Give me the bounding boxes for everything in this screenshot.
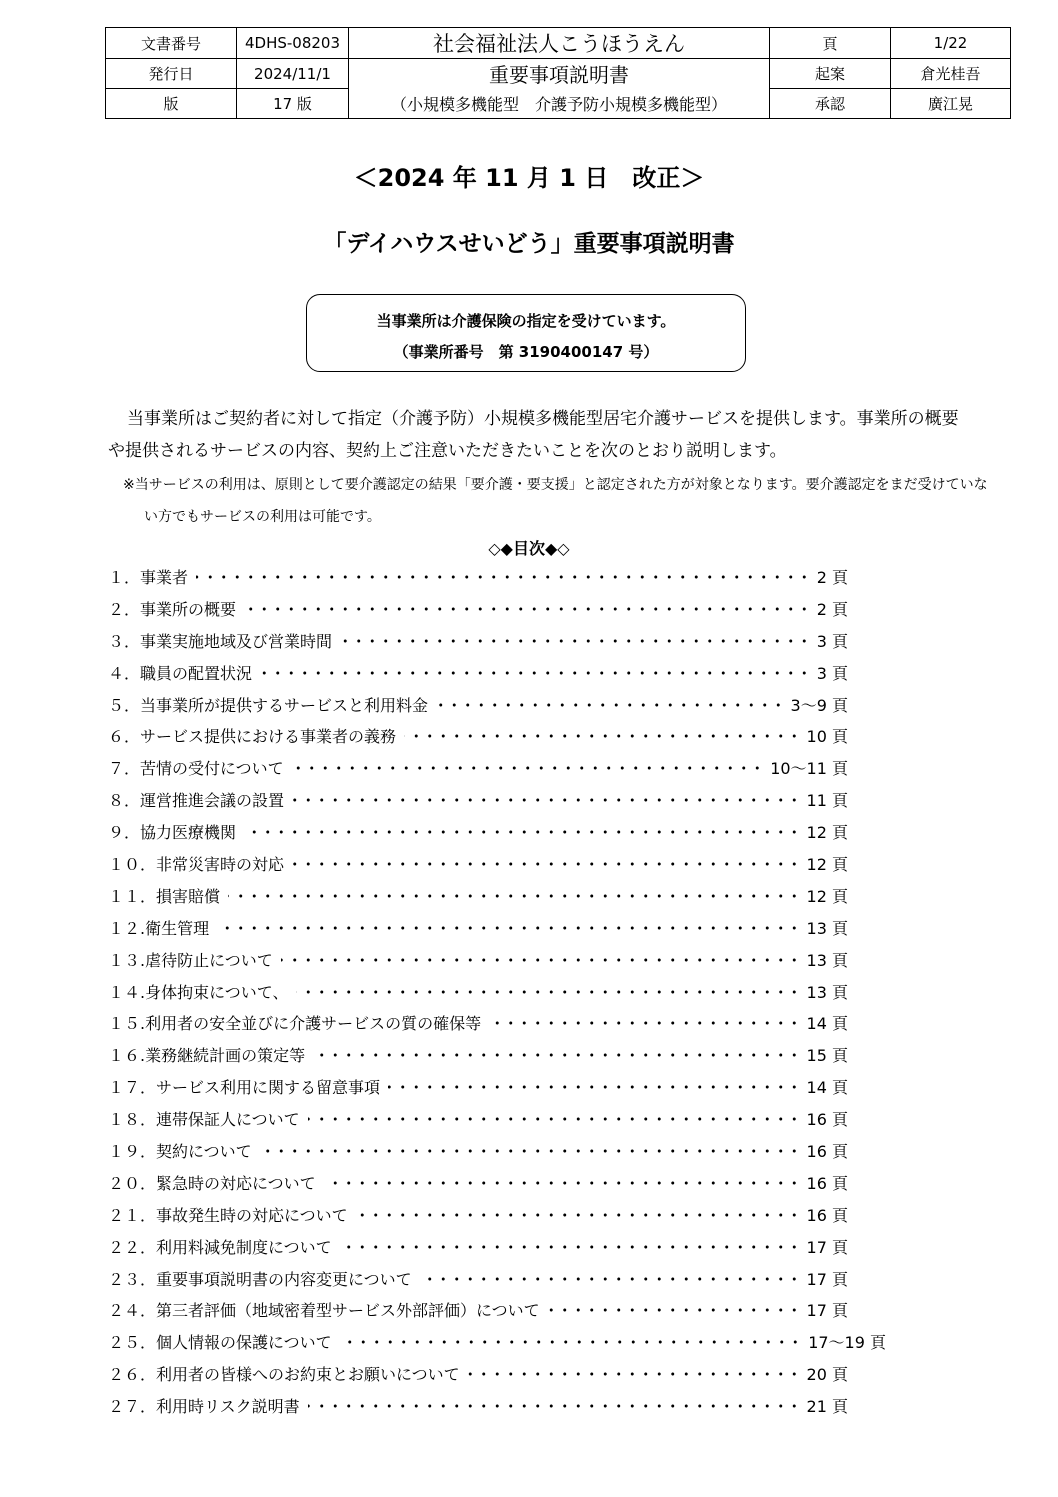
toc-item [108, 817, 898, 849]
toc-item-page: 16 頁 [806, 1142, 848, 1162]
toc-item-label: ５．当事業所が提供するサービスと利用料金 [108, 695, 429, 715]
toc-leader-dots [340, 636, 811, 646]
toc-item-page: 12 頁 [806, 886, 848, 906]
page-label: 頁 [770, 28, 891, 59]
notice-line-2: （事業所番号 第 3190400147 号） [393, 343, 659, 361]
toc-leader-dots [489, 1018, 801, 1028]
toc-leader-dots [260, 668, 811, 678]
toc-item-label: ２７．利用時リスク説明書 [108, 1397, 300, 1417]
document-subtitle: （小規模多機能型 介護予防小規模多機能型） [349, 89, 770, 119]
page-title: 「デイハウスせいどう」重要事項説明書 [323, 231, 735, 257]
document-header-table [105, 27, 1011, 119]
toc-leader-dots [404, 731, 801, 741]
toc-leader-dots [548, 1305, 801, 1315]
toc-item [108, 1359, 898, 1391]
toc-item [108, 1104, 898, 1136]
toc-item-label: １３.虐待防止について [108, 950, 273, 970]
toc-item-label: １７．サービス利用に関する留意事項 [108, 1078, 381, 1098]
toc-leader-dots [308, 1401, 801, 1411]
toc-item-page: 20 頁 [806, 1365, 848, 1385]
toc-item-label: １１．損害賠償 [108, 886, 221, 906]
toc-item [108, 562, 898, 594]
toc-item [108, 1072, 898, 1104]
toc-item-page: 17 頁 [806, 1301, 848, 1321]
toc-item [108, 1136, 898, 1168]
toc-item-page: 13 頁 [806, 950, 848, 970]
toc-item-page: 10 頁 [806, 727, 848, 747]
approve-label: 承認 [770, 89, 891, 119]
toc-leader-dots [228, 891, 801, 901]
toc-item [108, 945, 898, 977]
toc-item-label: ２４．第三者評価（地域密着型サービス外部評価）について [108, 1301, 540, 1321]
toc-item-label: ２２．利用料減免制度について [108, 1237, 332, 1257]
toc-item-label: １６.業務継続計画の策定等 [108, 1046, 306, 1066]
toc-leader-dots [217, 923, 801, 933]
toc-item-page: 16 頁 [806, 1110, 848, 1130]
toc-item-label: １５.利用者の安全並びに介護サービスの質の確保等 [108, 1014, 482, 1034]
toc-item [108, 881, 898, 913]
toc-leader-dots [292, 795, 801, 805]
toc-item-page: 2 頁 [816, 568, 848, 587]
toc-item-page: 16 頁 [806, 1173, 848, 1193]
approved-by: 廣江晃 [891, 89, 1011, 119]
toc-leader-dots [244, 604, 811, 614]
toc-leader-dots [340, 1337, 802, 1347]
toc-leader-dots [340, 1242, 801, 1252]
doc-number-label: 文書番号 [106, 28, 237, 59]
toc-item [108, 1327, 898, 1359]
toc-item-label: ２０．緊急時の対応について [108, 1173, 316, 1193]
toc-leader-dots [468, 1369, 801, 1379]
issue-date: 2024/11/1 [237, 59, 349, 89]
toc-item-page: 21 頁 [806, 1397, 848, 1417]
draft-label: 起案 [770, 59, 891, 89]
toc-item-label: ２１．事故発生時の対応について [108, 1205, 348, 1225]
toc-item [108, 690, 898, 722]
toc-leader-dots [292, 763, 764, 773]
toc-item-page: 13 頁 [806, 982, 848, 1002]
toc-item [108, 1232, 898, 1264]
toc-item-page: 3 頁 [816, 663, 848, 683]
designation-notice-box [306, 294, 746, 372]
toc-item [108, 1295, 898, 1327]
toc-item [108, 658, 898, 690]
toc-leader-dots [296, 987, 801, 997]
toc-item-page: 15 頁 [806, 1046, 848, 1066]
toc-item-label: １４.身体拘束について、 [108, 982, 289, 1002]
drafted-by: 倉光桂吾 [891, 59, 1011, 89]
toc-leader-dots [292, 859, 801, 869]
toc-item-page: 14 頁 [806, 1014, 848, 1034]
organization-name: 社会福祉法人こうほうえん [349, 28, 770, 59]
toc-item-label: ３．事業実施地域及び営業時間 [108, 631, 333, 651]
toc-item-label: ４．職員の配置状況 [108, 663, 253, 683]
toc-item [108, 913, 898, 945]
toc-leader-dots [436, 700, 785, 710]
doc-number: 4DHS-08203 [237, 28, 349, 59]
toc-item-label: １２.衛生管理 [108, 918, 210, 938]
toc-item-label: ２５．個人情報の保護について [108, 1333, 332, 1353]
toc-item-page: 14 頁 [806, 1078, 848, 1098]
toc-leader-dots [313, 1050, 801, 1060]
toc-leader-dots [356, 1210, 801, 1220]
toc-leader-dots [260, 1146, 801, 1156]
toc-item-page: 3～9 頁 [790, 695, 848, 715]
version: 17 版 [237, 89, 349, 119]
toc-item [108, 594, 898, 626]
page-number: 1/22 [891, 28, 1011, 59]
toc-item-page: 3 頁 [816, 631, 848, 651]
toc-leader-dots [244, 827, 801, 837]
document-title: 重要事項説明書 [349, 59, 770, 89]
table-of-contents [108, 562, 898, 1423]
toc-item [108, 1200, 898, 1232]
toc-item-page: 12 頁 [806, 823, 848, 843]
toc-item [108, 977, 898, 1009]
toc-item [108, 1008, 898, 1040]
toc-item [108, 721, 898, 753]
toc-item-label: １８．連帯保証人について [108, 1110, 300, 1130]
toc-item-label: ８．運営推進会議の設置 [108, 791, 285, 811]
toc-leader-dots [281, 955, 801, 965]
toc-item-label: １９．契約について [108, 1142, 252, 1162]
notice-line-1: 当事業所は介護保険の指定を受けています。 [376, 312, 676, 330]
toc-item [108, 785, 898, 817]
toc-item [108, 1040, 898, 1072]
toc-item-page: 2 頁 [816, 599, 848, 619]
toc-item-page: 11 頁 [806, 791, 848, 811]
toc-item [108, 849, 898, 881]
eligibility-note: ※当サービスの利用は、原則として要介護認定の結果「要介護・要支援」と認定された方が対象となります。要介護認定をまだ受けていない方でもサービスの利用は可能です。 [123, 477, 988, 525]
toc-item-page: 17～19 頁 [808, 1333, 886, 1353]
toc-item-page: 12 頁 [806, 855, 848, 875]
toc-item-label: ９．協力医療機関 [108, 823, 237, 843]
toc-leader-dots [308, 1114, 801, 1124]
toc-leader-dots [388, 1082, 801, 1092]
toc-item [108, 1391, 898, 1423]
intro-paragraph: 当事業所はご契約者に対して指定（介護予防）小規模多機能型居宅介護サービスを提供します。事業所の概要や提供されるサービスの内容、契約上ご注意いただきたいことを次のとおり説明します。 [108, 409, 959, 461]
toc-leader-dots [324, 1178, 801, 1188]
issue-date-label: 発行日 [106, 59, 237, 89]
toc-item [108, 753, 898, 785]
toc-item-label: ７．苦情の受付について [108, 759, 284, 779]
toc-heading: ◇◆目次◆◇ [488, 539, 570, 558]
toc-item-page: 17 頁 [806, 1237, 848, 1257]
revision-date: ＜2024 年 11 月 1 日 改正＞ [353, 164, 705, 192]
toc-item-label: １０．非常災害時の対応 [108, 855, 285, 875]
version-label: 版 [106, 89, 237, 119]
toc-item-page: 13 頁 [806, 918, 848, 938]
toc-item-label: ２．事業所の概要 [108, 599, 237, 619]
toc-item [108, 1168, 898, 1200]
toc-item-page: 10～11 頁 [770, 759, 848, 779]
toc-item [108, 1264, 898, 1296]
toc-item-label: １．事業者 [108, 568, 189, 587]
toc-leader-dots [420, 1274, 801, 1284]
toc-item-page: 16 頁 [806, 1205, 848, 1225]
toc-item-label: ６．サービス提供における事業者の義務 [108, 727, 397, 747]
toc-leader-dots [196, 572, 811, 582]
toc-item-label: ２３．重要事項説明書の内容変更について [108, 1269, 412, 1289]
toc-item [108, 626, 898, 658]
toc-item-page: 17 頁 [806, 1269, 848, 1289]
toc-item-label: ２６．利用者の皆様へのお約束とお願いについて [108, 1365, 460, 1385]
